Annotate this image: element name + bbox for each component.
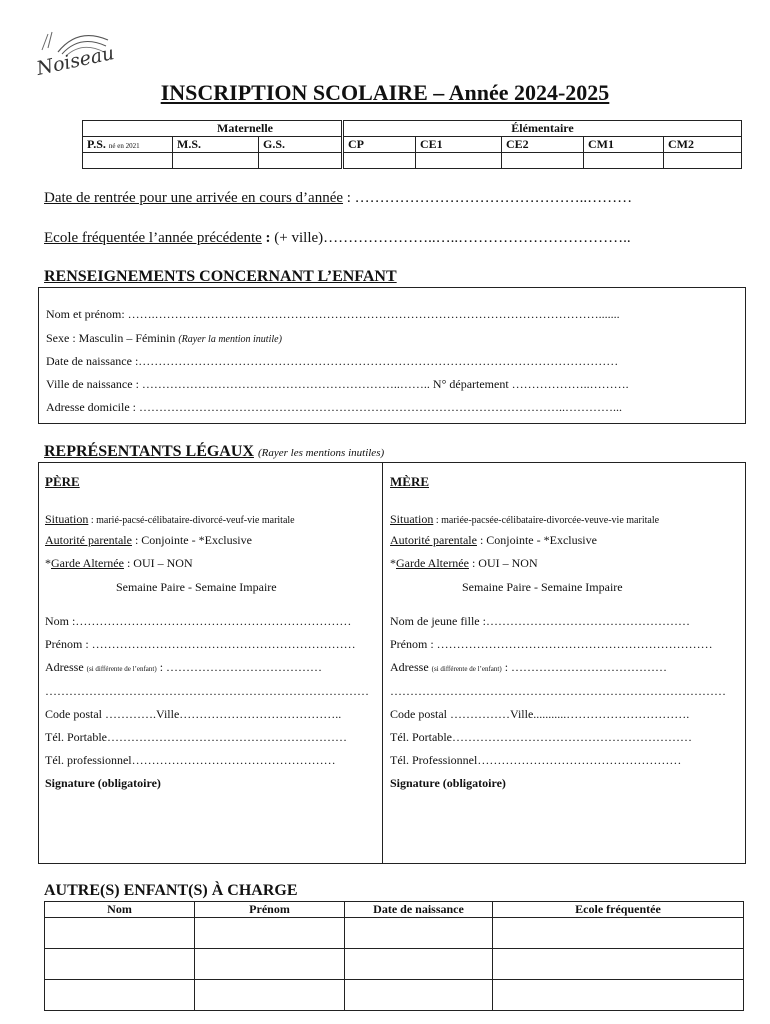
cell-ecole[interactable]	[493, 949, 744, 980]
cell-nom[interactable]	[45, 949, 195, 980]
cell-date[interactable]	[345, 918, 493, 949]
cell-ecole[interactable]	[493, 918, 744, 949]
ecole-precedente-label: Ecole fréquentée l’année précédente	[44, 230, 262, 246]
cell-prenom[interactable]	[195, 949, 345, 980]
level-cm2: CM2	[664, 137, 742, 153]
table-row	[45, 949, 744, 980]
father-name-field[interactable]: Nom :……………………………………………………………	[45, 614, 352, 628]
father-authority[interactable]: Autorité parentale : Conjointe - *Exclusive	[45, 533, 252, 547]
father-signature-label: Signature (obligatoire)	[45, 776, 161, 790]
father-work-phone-field[interactable]: Tél. professionnel……………………………………………	[45, 753, 336, 767]
mother-address-line2[interactable]: …………………………………………………………………………	[390, 684, 726, 698]
cell-ecole[interactable]	[493, 980, 744, 1011]
cell-nom[interactable]	[45, 918, 195, 949]
child-birthdate-field[interactable]: Date de naissance :…………………………………………………………………………………………………………	[46, 354, 619, 368]
child-address-field[interactable]: Adresse domicile : ……………………………………………………………………………………………..…………...	[46, 400, 622, 414]
child-sex-field[interactable]: Sexe : Masculin – Féminin (Rayer la mention inutile)	[46, 331, 282, 345]
maternelle-header: Maternelle	[83, 121, 343, 137]
table-row	[45, 918, 744, 949]
child-section-title: RENSEIGNEMENTS CONCERNANT L’ENFANT	[44, 268, 397, 285]
father-address-line2[interactable]: ………………………………………………………………………	[45, 684, 369, 698]
date-rentree-line[interactable]	[44, 190, 632, 207]
father-address-field[interactable]: Adresse (si différente de l’enfant) : …………………………………	[45, 660, 323, 674]
level-ps: P.S. né en 2021	[83, 137, 173, 153]
logo-text: Noiseau	[34, 42, 117, 80]
mother-firstname-field[interactable]: Prénom : ……………………………………………………………	[390, 637, 713, 651]
check-ce1[interactable]	[416, 153, 502, 169]
level-gs: G.S.	[259, 137, 343, 153]
father-situation[interactable]: Situation : marié-pacsé-célibataire-divorcé-veuf-vie maritale	[45, 512, 295, 526]
title-text: INSCRIPTION SCOLAIRE – Année 2024-2025	[160, 80, 610, 105]
mother-authority[interactable]: Autorité parentale : Conjointe - *Exclusive	[390, 533, 597, 547]
check-ps[interactable]	[83, 153, 173, 169]
check-cm2[interactable]	[664, 153, 742, 169]
mother-postal-field[interactable]: Code postal ……………Ville...........………………………….	[390, 707, 690, 721]
father-heading: PÈRE	[45, 474, 80, 489]
mother-week[interactable]: Semaine Paire - Semaine Impaire	[462, 580, 623, 594]
mother-custody[interactable]: *Garde Alternée : OUI – NON	[390, 556, 538, 570]
check-cm1[interactable]	[584, 153, 664, 169]
col-header-prenom: Prénom	[195, 902, 345, 918]
level-ce1: CE1	[416, 137, 502, 153]
father-week[interactable]: Semaine Paire - Semaine Impaire	[116, 580, 277, 594]
mother-address-field[interactable]: Adresse (si différente de l’enfant) : …………………………………	[390, 660, 668, 674]
check-ms[interactable]	[173, 153, 259, 169]
parents-section-title: REPRÉSENTANTS LÉGAUX (Rayer les mentions inutiles)	[44, 443, 385, 460]
child-birthplace-field[interactable]: Ville de naissance : ………………………………………………………..…….. N° département ………………..……….	[46, 377, 629, 391]
mother-situation[interactable]: Situation : mariée-pacsée-célibataire-divorcée-veuve-vie maritale	[390, 512, 660, 526]
cell-nom[interactable]	[45, 980, 195, 1011]
father-mobile-field[interactable]: Tél. Portable……………………………………………………	[45, 730, 347, 744]
table-row	[45, 980, 744, 1011]
check-gs[interactable]	[259, 153, 343, 169]
mother-mobile-field[interactable]: Tél. Portable……………………………………………………	[390, 730, 692, 744]
col-header-ecole: Ecole fréquentée	[493, 902, 744, 918]
mother-signature-label: Signature (obligatoire)	[390, 776, 506, 790]
mother-work-phone-field[interactable]: Tél. Professionnel……………………………………………	[390, 753, 682, 767]
level-ce2: CE2	[502, 137, 584, 153]
cell-prenom[interactable]	[195, 980, 345, 1011]
father-custody[interactable]: *Garde Alternée : OUI – NON	[45, 556, 193, 570]
level-ms: M.S.	[173, 137, 259, 153]
ecole-precedente-dots: (+ ville)…………………..…..……………………………..	[274, 230, 631, 246]
cell-prenom[interactable]	[195, 918, 345, 949]
check-cp[interactable]	[343, 153, 416, 169]
father-postal-field[interactable]: Code postal ………….Ville…………………………………..	[45, 707, 342, 721]
mother-maiden-name-field[interactable]: Nom de jeune fille :……………………………………………	[390, 614, 690, 628]
date-rentree-label: Date de rentrée pour une arrivée en cours d’année	[44, 190, 344, 206]
date-rentree-dots: : ………………………………………..………	[343, 190, 633, 206]
cell-date[interactable]	[345, 949, 493, 980]
child-info-box	[38, 287, 746, 424]
children-section-title: AUTRE(S) ENFANT(S) À CHARGE	[44, 882, 298, 899]
elementaire-header: Élémentaire	[343, 121, 742, 137]
parents-note: (Rayer les mentions inutiles)	[257, 447, 385, 459]
col-header-date: Date de naissance	[345, 902, 493, 918]
parents-divider	[382, 462, 383, 864]
ecole-precedente-line[interactable]: Ecole fréquentée l’année précédente : (+ ville)…………………..…..……………………………..	[44, 230, 631, 246]
level-cp: CP	[343, 137, 416, 153]
page-title	[0, 80, 770, 106]
sex-note: (Rayer la mention inutile)	[178, 334, 282, 345]
check-ce2[interactable]	[502, 153, 584, 169]
cell-date[interactable]	[345, 980, 493, 1011]
child-name-field[interactable]: Nom et prénom: …….………………………………………………………………………………………………….......	[46, 307, 620, 321]
other-children-table	[44, 901, 744, 1011]
col-header-nom: Nom	[45, 902, 195, 918]
level-table	[82, 120, 742, 169]
mother-heading: MÈRE	[390, 474, 429, 489]
level-cm1: CM1	[584, 137, 664, 153]
ps-note: né en 2021	[108, 142, 140, 150]
father-firstname-field[interactable]: Prénom : …………………………………………………………	[45, 637, 356, 651]
